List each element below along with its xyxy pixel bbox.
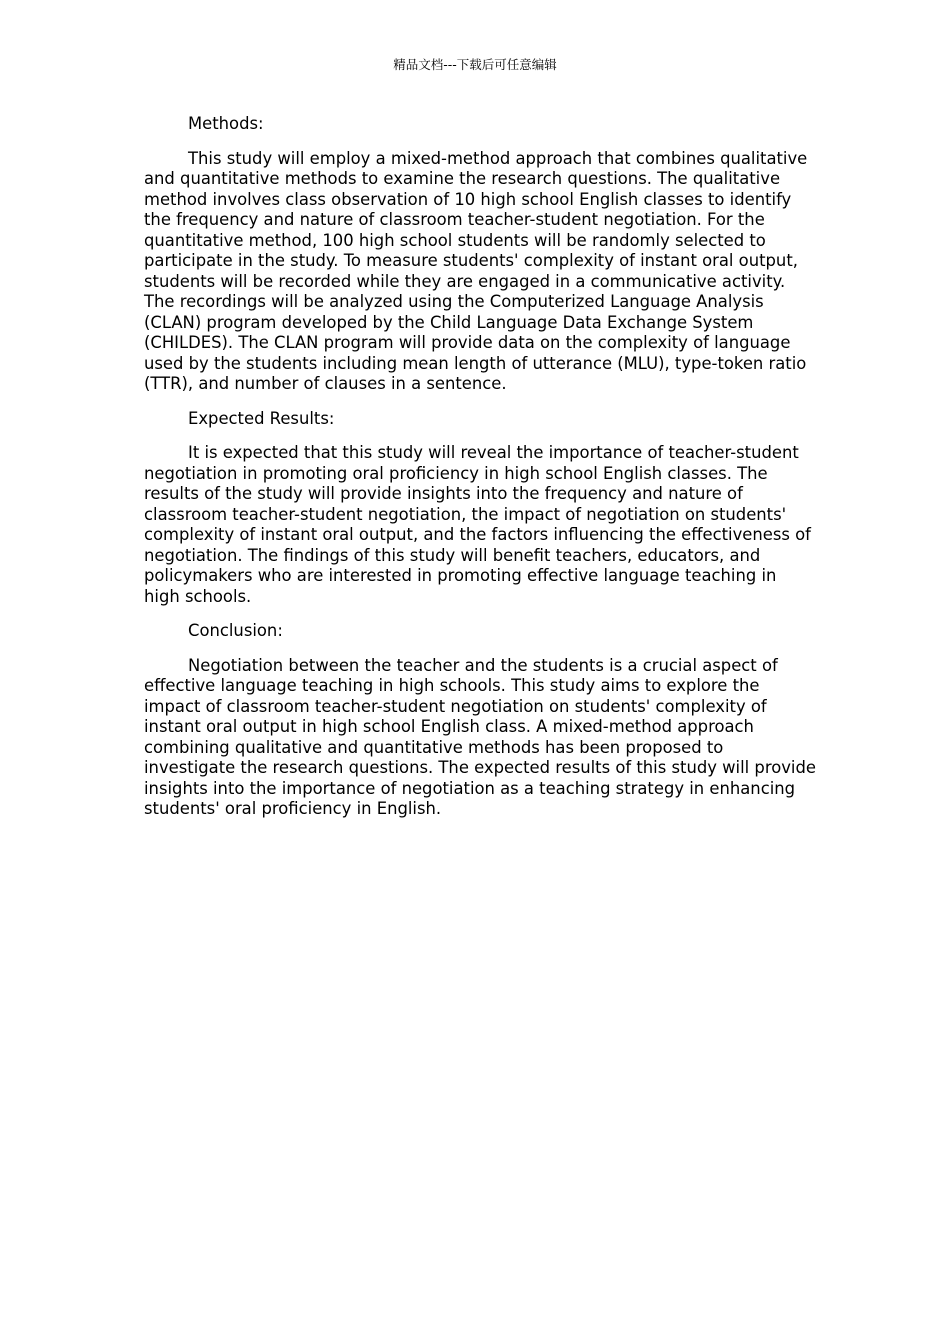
page-header-watermark: 精品文档---下载后可任意编辑 <box>393 57 557 72</box>
methods-heading: Methods: <box>188 114 264 133</box>
conclusion-paragraph: Negotiation between the teacher and the students is a crucial aspect of effective language teaching in high schools. This study aims to explore the impact of classroom teacher-student negotiation on students' complexity of instant oral output in high school English class. A mixed-method approach combining qualitative and quantitative methods has been proposed to investigate the research questions. The expected results of this study will provide insights into the importance of negotiation as a teaching strategy in enhancing students' oral proficiency in English. <box>144 655 816 818</box>
document-body <box>144 114 816 834</box>
expected-results-heading: Expected Results: <box>188 408 335 428</box>
methods-paragraph: This study will employ a mixed-method approach that combines qualitative and quantitative methods to examine the research questions. The qualitative method involves class observation of 10 high school English classes to identify the frequency and nature of classroom teacher-student negotiation. For the quantitative method, 100 high school students will be randomly selected to participate in the study. To measure students' complexity of instant oral output, students will be recorded while they are engaged in a communicative activity. The recordings will be analyzed using the Computerized Language Analysis (CLAN) program developed by the Child Language Data Exchange System (CHILDES). The CLAN program will provide data on the complexity of language used by the students including mean length of utterance (MLU), type-token ratio (TTR), and number of clauses in a sentence. <box>144 148 808 393</box>
expected-results-paragraph: It is expected that this study will reveal the importance of teacher-student negotiation in promoting oral proficiency in high school English classes. The results of the study will provide insights into the frequency and nature of classroom teacher-student negotiation, the impact of negotiation on students' complexity of instant oral output, and the factors influencing the effectiveness of negotiation. The findings of this study will benefit teachers, educators, and policymakers who are interested in promoting effective language teaching in high schools. <box>144 443 811 606</box>
conclusion-heading: Conclusion: <box>188 621 283 640</box>
